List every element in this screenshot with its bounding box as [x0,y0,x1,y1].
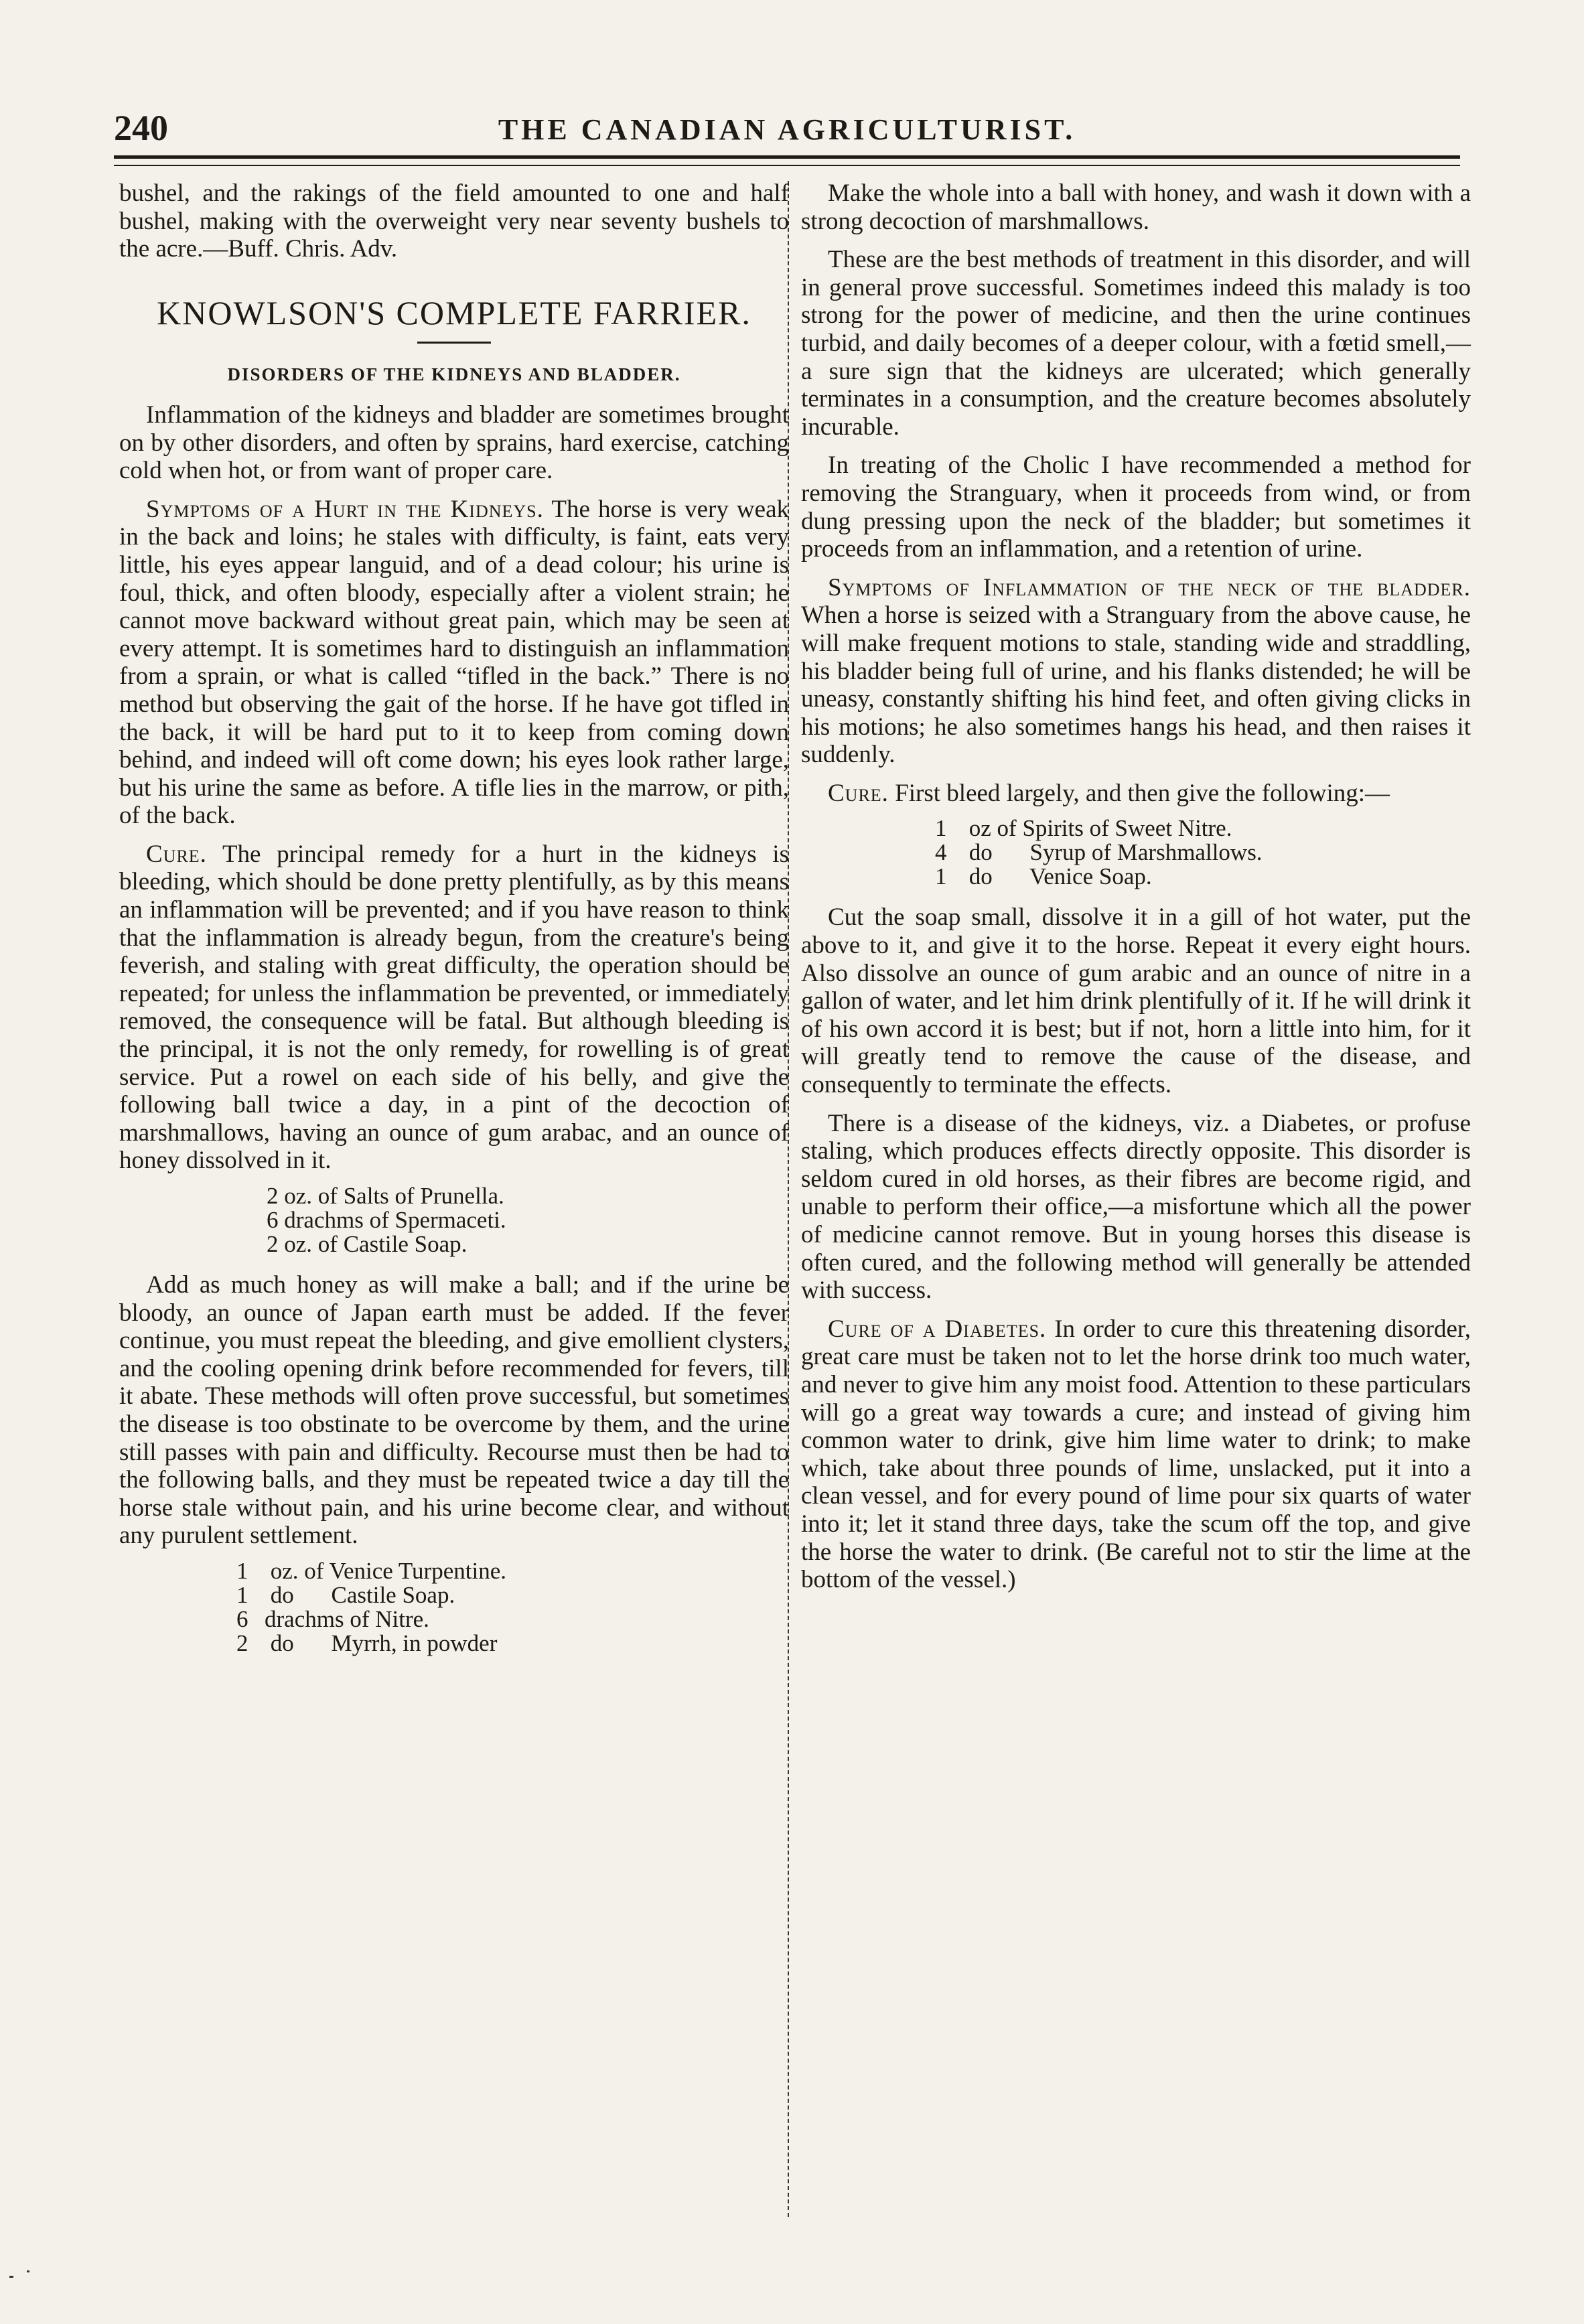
recipe-line [119,1583,789,1607]
section-title: KNOWLSON'S COMPLETE FARRIER. [157,293,751,332]
recipe-item: of Spirits of Sweet Nitre. [997,815,1232,842]
recipe-quantity: 1 [236,1581,248,1608]
paragraph: Inflammation of the kidneys and bladder are sometimes brought on by other disorders, and often by sprains, hard exercise, catching cold when hot, or from want of proper care. [119,401,789,485]
paragraph-body: When a horse is seized with a Stranguary from the above cause, he will make frequent motions to stale, standing wide and straddling, his bladder being full of urine, and his flanks distended; he will be uneasy, constantly shifting his hind feet, and often giving clicks in his motions; he also sometimes hangs his head, and then raises it suddenly. [801,601,1471,769]
recipe-line [801,816,1471,841]
recipe-line: 2 oz. of Salts of Prunella. [267,1183,504,1209]
recipe-line: 6 drachms of Spermaceti. [267,1207,506,1233]
paragraph-body: The principal remedy for a hurt in the kidneys is bleeding, which should be done pretty plentifully, as by this means an inflammation will be prevented; and if you have reason to think that the inflammation is already begun, from the creature's being feverish, and staling with great difficulty, the operation should be repeated; for unless the inflammation be prevented, or immediately removed, the consequence will be fatal. But although bleeding is the principal, it is not the only remedy, for rowelling is of great service. Put a rowel on each side of his belly, and give the following ball twice a day, in a pint of the decoction of marshmallows, having an ounce of gum arabac, and an ounce of honey dissolved in it. [119,840,789,1175]
recipe-item: Venice Soap. [1029,863,1152,890]
paragraph: Cut the soap small, dissolve it in a gill of hot water, put the above to it, and give it to the horse. Repeat it every eight hours. Also dissolve an ounce of gum arabic and an ounce of nitre in a gallon of water, and let him drink plentifully of it. If he will drink it of his own accord it is best; but if not, horn a little into him, for it will greatly tend to remove the cause of the disease, and consequently to terminate the effects. [801,903,1471,1099]
recipe-line [119,1607,789,1631]
recipe-item: of Venice Turpentine. [304,1557,506,1584]
paragraph: There is a disease of the kidneys, viz. a Diabetes, or profuse staling, which produces effects directly opposite. This disorder is seldom cured in old horses, as their fibres are become rigid, and unable to perform their office,—a misfortune which all the power of medicine cannot remove. But in young horses this disease is often cured, and the following method will generally be attended with success. [801,1109,1471,1305]
recipe-unit: oz [968,815,991,842]
recipe-item: Myrrh, in powder [331,1629,498,1656]
recipe-quantity: 1 [935,863,947,890]
recipe-unit: oz. [270,1557,299,1584]
section-subtitle: DISORDERS OF THE KIDNEYS AND BLADDER. [227,364,681,385]
recipe-quantity: 6 [236,1605,248,1632]
paragraph [119,841,789,1175]
paragraph [801,1315,1471,1594]
ink-speck [27,2270,29,2272]
recipe-quantity: 4 [935,839,947,866]
paragraph [119,496,789,830]
intro-paragraph: bushel, and the rakings of the field amounted to one and half bushel, making with the overweight very near seventy bushels to the acre.—Buff. Chris. Adv. [119,179,789,263]
recipe-line: 2 oz. of Castile Soap. [267,1231,467,1257]
paragraph: Add as much honey as will make a ball; and if the urine be bloody, an ounce of Japan earth must be added. If the fever continue, you must repeat the bleeding, and give emollient clysters, and the cooling opening drink before recommended for fevers, till it abate. These methods will often prove successful, but sometimes the disease is too obstinate to be overcome by them, and the urine still passes with pain and difficulty. Recourse must then be had to the following balls, and they must be repeated twice a day till the horse stale without pain, and his urine become clear, and without any purulent settlement. [119,1271,789,1550]
recipe-list [119,1184,789,1256]
recipe-line [119,1631,789,1656]
recipe-quantity: 2 [236,1629,248,1656]
paragraph-heading: Cure of a Diabetes. [828,1315,1047,1343]
recipe-unit: do [968,839,993,866]
page-header [114,107,1460,154]
recipe-unit: do [270,1581,294,1608]
recipe-unit: do [270,1629,294,1656]
page-number: 240 [114,108,168,148]
paragraph: These are the best methods of treatment in this disorder, and will in general prove successful. Sometimes indeed this malady is too strong for the power of medicine, and then the urine continues turbid, and daily becomes of a deeper colour, with a fœtid smell,—a sure sign that the kidneys are ulcerated; which generally terminates in a consumption, and the creature becomes absolutely incurable. [801,246,1471,441]
paragraph-body: First bleed largely, and then give the following:— [895,779,1390,807]
header-rule-thick [114,155,1460,159]
recipe-item: of Nitre. [350,1605,429,1632]
recipe-list [801,816,1471,889]
recipe-line [801,865,1471,889]
title-rule [417,342,491,344]
paragraph-heading: Symptoms of Inflammation of the neck of the bladder. [828,573,1471,601]
journal-title: THE CANADIAN AGRICULTURIST. [498,113,1076,146]
recipe-item: Castile Soap. [331,1581,455,1608]
recipe-line [801,841,1471,865]
paragraph-heading: Cure. [828,779,889,807]
paragraph: Make the whole into a ball with honey, and wash it down with a strong decoction of marshmallows. [801,179,1471,235]
recipe-list [119,1559,789,1656]
paragraph-body: In order to cure this threatening disorder, great care must be taken not to let the horse drink too much water, and never to give him any moist food. Attention to these particulars will go a great way towards a cure; and instead of giving him common water to drink, give him lime water to drink; to make which, take about three pounds of lime, unslacked, put it into a clean vessel, and for every pound of lime pour six quarts of water into it; let it stand three days, take the scum off the top, and give the horse the water to drink. (Be careful not to stir the lime at the bottom of the vessel.) [801,1315,1471,1594]
recipe-quantity: 1 [236,1557,248,1584]
recipe-unit: do [968,863,993,890]
ink-speck [9,2276,13,2278]
right-column [801,179,1471,1594]
paragraph: In treating of the Cholic I have recommended a method for removing the Stranguary, when it proceeds from wind, or from dung pressing upon the neck of the bladder; but sometimes it proceeds from an inflammation, and a retention of urine. [801,451,1471,563]
paragraph [801,780,1471,808]
recipe-line [119,1559,789,1583]
left-column [119,179,789,1670]
paragraph [801,574,1471,769]
paragraph-body: The horse is very weak in the back and loins; he stales with difficulty, is faint, eats very little, his eyes appear languid, and of a dead colour; his urine is foul, thick, and often bloody, especially after a violent strain; he cannot move backward without great pain, which may be seen at every attempt. It is sometimes hard to distinguish an inflammation from a sprain, or what is called “tifled in the back.” There is no method but observing the gait of the horse. If he have got tifled in the back, it will be hard put to it to keep from coming down behind, and indeed will oft come down; his eyes look rather large, but his urine the same as before. A tifle lies in the marrow, or pith, of the back. [119,495,790,830]
recipe-item: Syrup of Marshmallows. [1029,839,1263,866]
paragraph-heading: Cure. [146,840,207,868]
recipe-quantity: 1 [935,815,947,842]
paragraph-heading: Symptoms of a Hurt in the Kidneys. [146,495,544,523]
recipe-unit: drachms [265,1605,344,1632]
header-rule-thin [114,165,1460,166]
